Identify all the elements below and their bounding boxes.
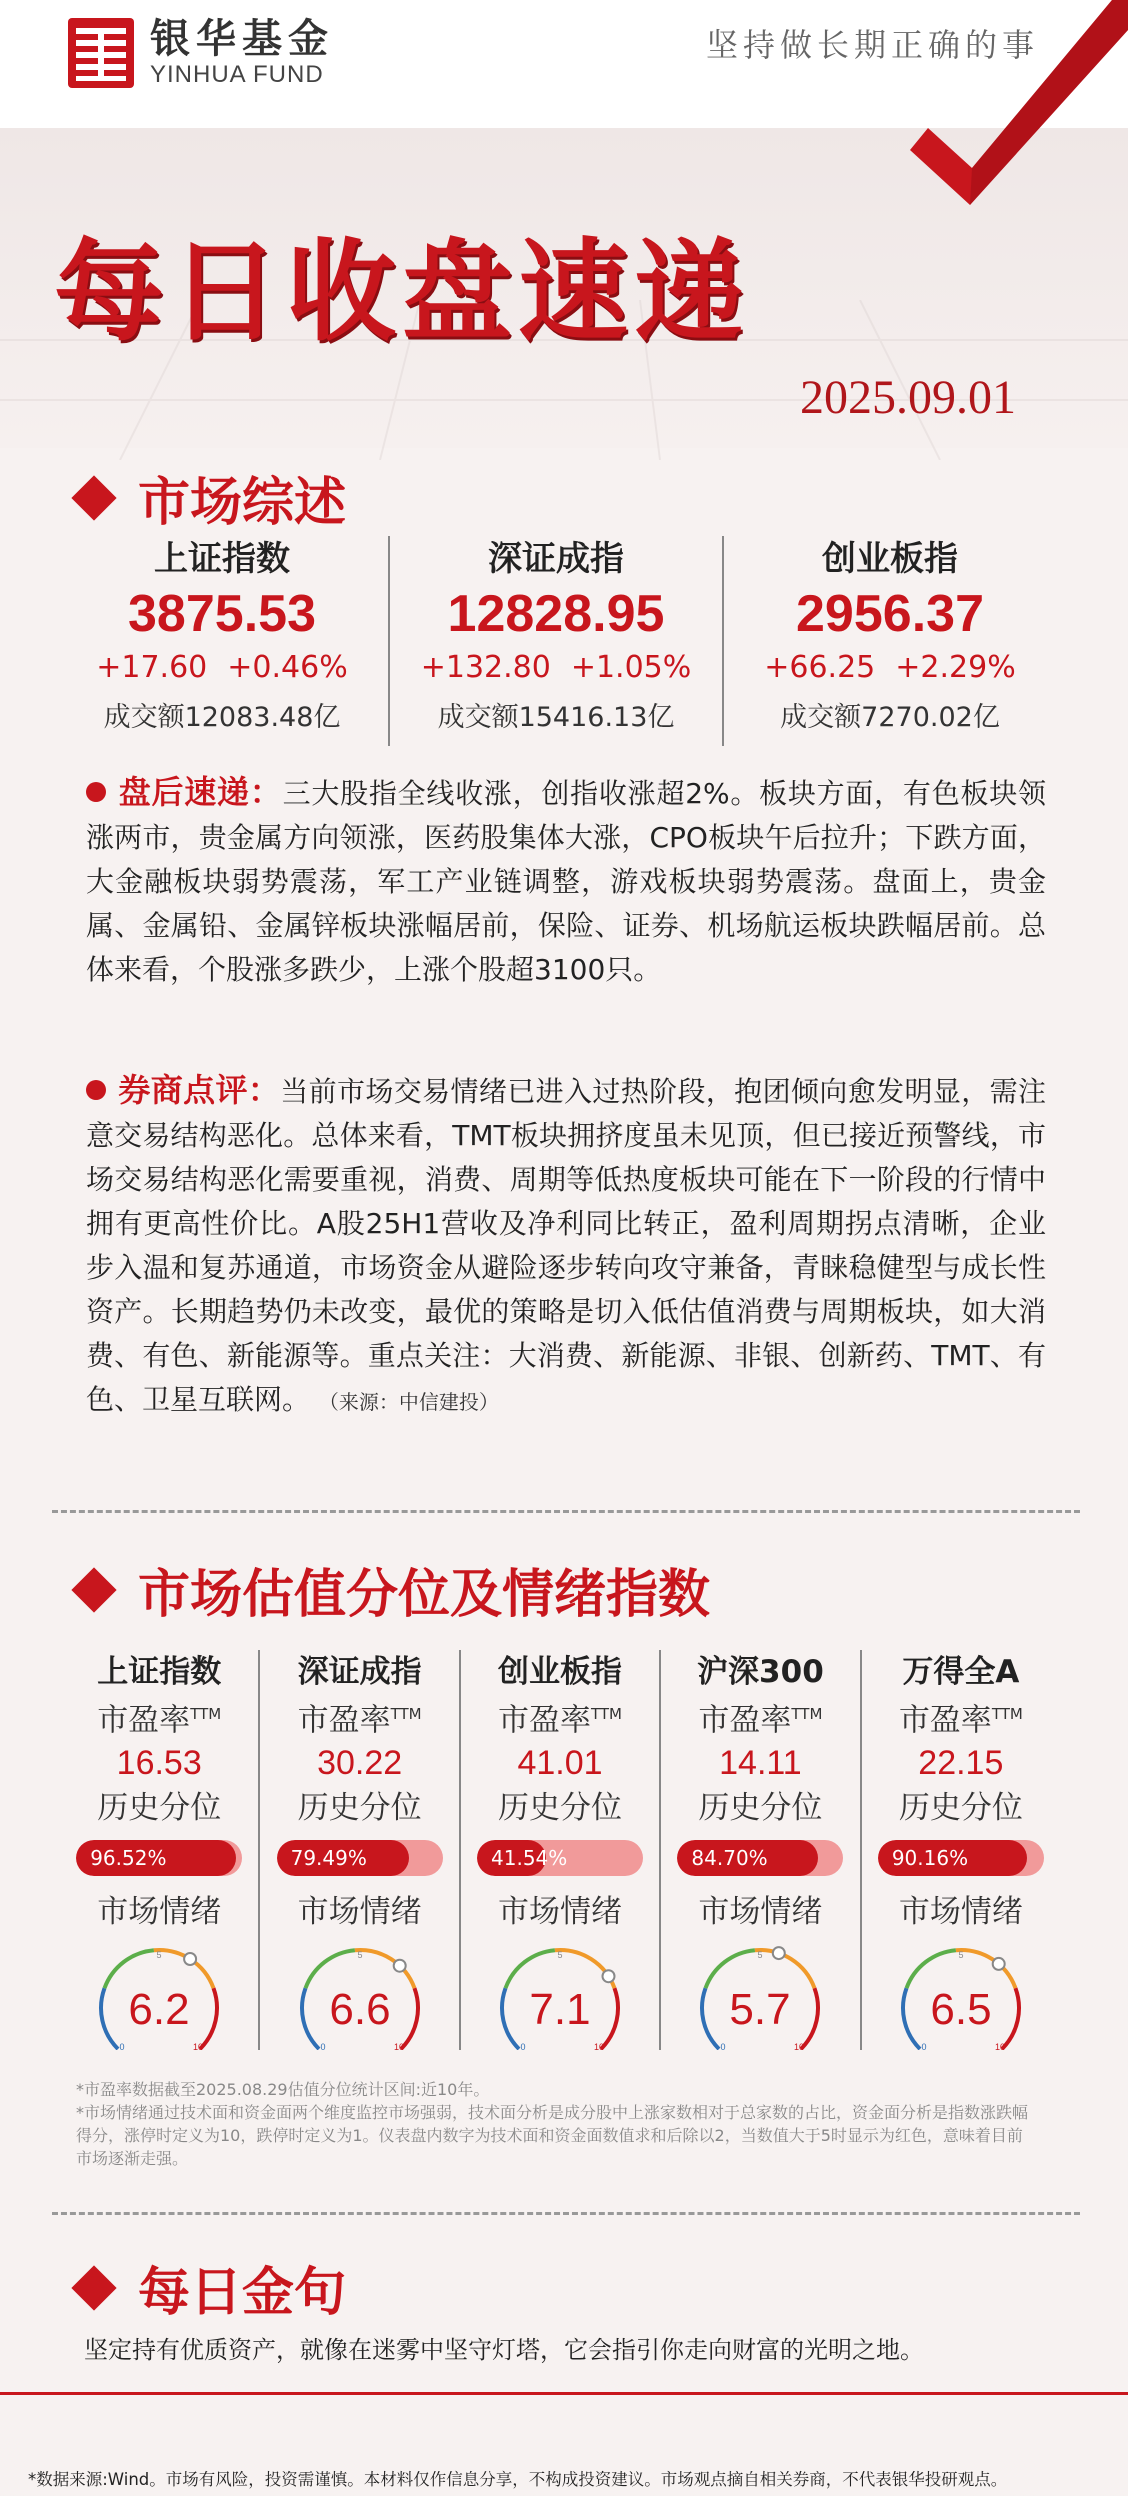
index-card <box>722 536 1056 746</box>
pe-label-text: 市盈率 <box>898 1702 992 1739</box>
gauge-pointer <box>184 1953 196 1965</box>
percentile-bar <box>878 1840 1044 1876</box>
broker-comment <box>86 1068 1046 1424</box>
bullet-icon <box>86 1080 106 1100</box>
gauge-max-label: 10 <box>393 2042 404 2051</box>
pe-ttm-sup: TTM <box>591 1705 623 1723</box>
sentiment-gauge <box>886 1940 1036 2050</box>
pe-label <box>862 1694 1060 1740</box>
hist-label: 历史分位 <box>498 1790 623 1827</box>
section-title: 市场估值分位及情绪指数 <box>138 1565 711 1625</box>
gauge-min-label: 0 <box>520 2042 526 2051</box>
valuation-index-name: 上证指数 <box>97 1654 222 1690</box>
valuation-index-name: 万得全A <box>902 1654 1020 1690</box>
recap-label: 盘后速递： <box>118 773 283 811</box>
broker-label: 券商点评： <box>118 1071 281 1109</box>
hist-label: 历史分位 <box>97 1790 222 1827</box>
change-pct: +2.29% <box>895 650 1016 685</box>
pe-label <box>461 1694 659 1740</box>
percentile-text: 41.54% <box>491 1846 568 1871</box>
gauge-arc-high <box>601 1989 618 2050</box>
gauge-mid-label: 5 <box>557 1950 563 1961</box>
gauge-arc-high <box>200 1989 217 2050</box>
sentiment-gauge <box>285 1940 435 2050</box>
gauge-arc-high <box>801 1989 818 2050</box>
valuation-column <box>459 1650 659 2050</box>
footnote-2: *市场情绪通过技术面和资金面两个维度监控市场强弱，技术面分析是成分股中上涨家数相对于总家数的占比，资金面分析是指数涨跌幅得分，涨停时定义为10，跌停时定义为1。仪表盘内数字为技术面和资金面数值求和后除以2，当数值大于5时显示为红色，意味着目前市场逐渐走强。 <box>76 2103 1029 2168</box>
mood-label: 市场情绪 <box>698 1894 823 1931</box>
index-change <box>56 646 388 690</box>
change-points: +17.60 <box>96 650 208 685</box>
gauge-pointer <box>773 1947 785 1959</box>
gauge-arc-low <box>302 1989 319 2050</box>
pe-ttm-sup: TTM <box>190 1705 222 1723</box>
gauge-pointer <box>993 1958 1005 1970</box>
gauge-max-label: 10 <box>594 2042 605 2051</box>
pe-ttm-sup: TTM <box>991 1705 1023 1723</box>
gauge-mid-label: 5 <box>156 1950 162 1961</box>
index-summary <box>56 536 1056 746</box>
divider <box>52 1510 1080 1513</box>
gauge-pointer <box>393 1960 405 1972</box>
pe-label-text: 市盈率 <box>97 1702 191 1739</box>
mood-label: 市场情绪 <box>297 1894 422 1931</box>
valuation-column <box>860 1650 1060 2050</box>
valuation-index-name: 沪深300 <box>697 1654 824 1690</box>
valuation-column <box>659 1650 859 2050</box>
gauge-arc-mid-low <box>506 1951 555 1989</box>
brand-name-en: YINHUA FUND <box>150 61 324 88</box>
broker-text: 当前市场交易情绪已进入过热阶段，抱团倾向愈发明显，需注意交易结构恶化。总体来看，TMT板块拥挤度虽未见顶，但已接近预警线，市场交易结构恶化需要重视，消费、周期等低热度板块可能在下一阶段的行情中拥有更高性价比。A股25H1营收及净利同比转正，盈利周期拐点清晰，企业步入温和复苏通道，市场资金从避险逐步转向攻守兼备，青睐稳健型与成长性资产。长期趋势仍未改变，最优的策略是切入低估值消费与周期板块，如大消费、有色、新能源等。重点关注：大消费、新能源、非银、创新药、TMT、有色、卫星互联网。 <box>86 1075 1046 1416</box>
gauge-value: 7.1 <box>529 1985 591 2035</box>
diamond-icon <box>71 2265 116 2310</box>
disclaimer: *数据来源:Wind。市场有风险，投资需谨慎。本材料仅作信息分享，不构成投资建议。市场观点摘自相关券商，不代表银华投研观点。 <box>28 2470 1008 2489</box>
pe-ttm-sup: TTM <box>390 1705 422 1723</box>
yinhua-logo-icon <box>66 16 136 90</box>
diamond-icon <box>71 475 116 520</box>
index-value: 2956.37 <box>796 585 984 643</box>
percentile-text: 90.16% <box>891 1846 969 1871</box>
percentile-bar <box>277 1840 443 1876</box>
mood-label: 市场情绪 <box>498 1894 623 1931</box>
pe-ttm-sup: TTM <box>791 1705 823 1723</box>
percentile-text: 84.70% <box>691 1846 768 1871</box>
pe-label-text: 市盈率 <box>698 1702 792 1739</box>
pe-label-text: 市盈率 <box>498 1702 591 1739</box>
pe-value: 41.01 <box>517 1744 603 1783</box>
gauge-arc-mid-low <box>706 1951 755 1989</box>
index-value: 3875.53 <box>128 585 316 643</box>
pe-label <box>260 1694 458 1740</box>
valuation-column <box>258 1650 458 2050</box>
bullet-icon <box>86 782 106 802</box>
hist-label: 历史分位 <box>297 1790 422 1827</box>
gauge-min-label: 0 <box>921 2042 927 2051</box>
brand-logo <box>66 16 334 90</box>
valuation-column <box>60 1650 258 2050</box>
valuation-table <box>60 1650 1060 2050</box>
section-market-overview-header <box>72 460 346 535</box>
broker-source: （来源：中信建投） <box>318 1390 499 1414</box>
brand-name-cn: 银华基金 <box>150 16 334 62</box>
gauge-value: 6.2 <box>128 1985 190 2035</box>
market-recap <box>86 770 1046 992</box>
gauge-max-label: 10 <box>794 2042 805 2051</box>
gauge-pointer <box>603 1971 615 1983</box>
index-volume: 成交额7270.02亿 <box>780 702 1000 733</box>
percentile-text: 96.52% <box>90 1846 167 1871</box>
valuation-index-name: 创业板指 <box>498 1654 623 1690</box>
gauge-arc-low <box>101 1989 118 2050</box>
index-name: 上证指数 <box>154 539 290 579</box>
gauge-value: 6.5 <box>930 1985 992 2035</box>
valuation-index-name: 深证成指 <box>297 1654 422 1690</box>
index-value: 12828.95 <box>447 585 665 643</box>
pe-label <box>661 1694 859 1740</box>
section-quote-header <box>72 2250 346 2325</box>
index-change <box>390 646 722 690</box>
index-name: 创业板指 <box>822 539 958 579</box>
hist-label: 历史分位 <box>698 1790 823 1827</box>
gauge-min-label: 0 <box>320 2042 326 2051</box>
index-volume: 成交额12083.48亿 <box>103 702 341 733</box>
section-valuation-header <box>72 1552 710 1627</box>
gauge-arc-mid-high <box>154 1950 214 1988</box>
change-pct: +1.05% <box>570 650 692 685</box>
hist-label: 历史分位 <box>898 1790 1023 1827</box>
percentile-bar <box>76 1840 242 1876</box>
change-points: +132.80 <box>420 650 551 685</box>
section-title: 每日金句 <box>138 2263 347 2323</box>
pe-label <box>60 1694 258 1740</box>
slogan: 坚持做长期正确的事 <box>706 26 1040 64</box>
gauge-max-label: 10 <box>994 2042 1005 2051</box>
pe-value: 16.53 <box>116 1744 202 1783</box>
gauge-mid-label: 5 <box>357 1950 363 1961</box>
gauge-mid-label: 5 <box>757 1950 763 1961</box>
pe-value: 22.15 <box>918 1744 1004 1783</box>
gauge-mid-label: 5 <box>958 1950 964 1961</box>
footnotes <box>76 2078 1036 2170</box>
recap-text: 三大股指全线收涨，创指收涨超2%。板块方面，有色板块领涨两市，贵金属方向领涨，医药股集体大涨，CPO板块午后拉升；下跌方面，大金融板块弱势震荡，军工产业链调整，游戏板块弱势震荡。盘面上，贵金属、金属铅、金属锌板块涨幅居前，保险、证券、机场航运板块跌幅居前。总体来看，个股涨多跌少，上涨个股超3100只。 <box>86 777 1046 986</box>
page-title: 每日收盘速递 <box>54 228 750 356</box>
checkmark-icon <box>880 0 1128 250</box>
section-title: 市场综述 <box>138 473 347 533</box>
footnote-1: *市盈率数据截至2025.08.29估值分位统计区间:近10年。 <box>76 2080 490 2099</box>
pe-label-text: 市盈率 <box>297 1702 391 1739</box>
gauge-arc-mid-low <box>305 1951 354 1989</box>
gauge-arc-high <box>401 1989 418 2050</box>
pe-value: 30.22 <box>317 1744 403 1783</box>
mood-label: 市场情绪 <box>97 1894 222 1931</box>
sentiment-gauge <box>84 1940 234 2050</box>
gauge-max-label: 10 <box>193 2042 204 2051</box>
mood-label: 市场情绪 <box>898 1894 1023 1931</box>
gauge-min-label: 0 <box>720 2042 726 2051</box>
gauge-min-label: 0 <box>119 2042 125 2051</box>
gauge-arc-mid-low <box>906 1951 955 1989</box>
percentile-bar <box>477 1840 643 1876</box>
report-date: 2025.09.01 <box>800 371 1016 424</box>
footer-divider <box>0 2392 1128 2395</box>
percentile-text: 79.49% <box>290 1846 367 1871</box>
divider <box>52 2212 1080 2215</box>
diamond-icon <box>71 1567 116 1612</box>
pe-value: 14.11 <box>719 1744 802 1783</box>
gauge-arc-low <box>502 1989 519 2050</box>
percentile-bar <box>677 1840 843 1876</box>
gauge-value: 5.7 <box>729 1985 792 2035</box>
gauge-arc-high <box>1002 1989 1019 2050</box>
change-pct: +0.46% <box>227 650 348 685</box>
index-volume: 成交额15416.13亿 <box>437 702 675 733</box>
gauge-arc-mid-low <box>105 1951 154 1989</box>
daily-quote: 坚定持有优质资产，就像在迷雾中坚守灯塔，它会指引你走向财富的光明之地。 <box>84 2336 924 2364</box>
index-card <box>56 536 388 746</box>
index-card <box>388 536 722 746</box>
change-points: +66.25 <box>764 650 876 685</box>
sentiment-gauge <box>685 1940 835 2050</box>
index-name: 深证成指 <box>488 539 624 579</box>
gauge-arc-low <box>702 1989 719 2050</box>
index-change <box>724 646 1056 690</box>
gauge-arc-mid-high <box>956 1950 1016 1988</box>
gauge-value: 6.6 <box>329 1985 391 2035</box>
sentiment-gauge <box>485 1940 635 2050</box>
gauge-arc-low <box>903 1989 920 2050</box>
